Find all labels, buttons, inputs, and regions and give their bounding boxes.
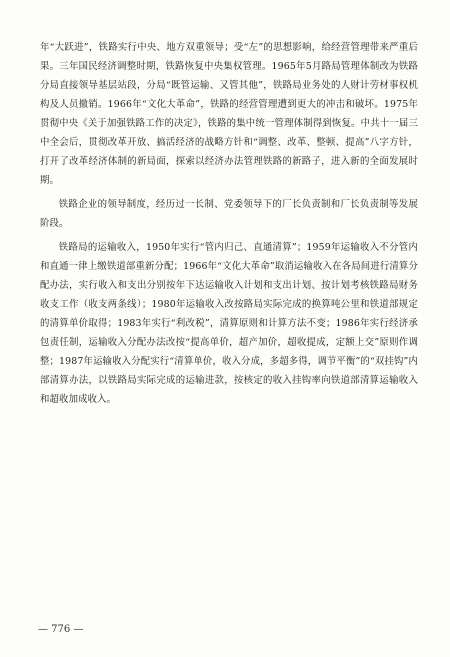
paragraph-continued: 年“大跃进”，铁路实行中央、地方双重领导；受“左”的思想影响，给经营管理带来严重后果。三年国民经济调整时期，铁路恢复中央集权管理。1965年5月路局管理体制改为铁路分局直接领导基层站段，分局“既管运输、又管其他”，铁路局业务处的人财计劳材事权机构及人员撤销。1966年“文化大革命”，铁路的经营管理遭到更大的冲击和破坏。1975年贯彻中央《关于加强铁路工作的决定》，铁路的集中统一管理体制得到恢复。中共十一届三中全会后，贯彻改革开放、搞活经济的战略方针和“调整、改革、整顿、提高”八字方针，打开了改革经济体制的新局面，探索以经济办法管理铁路的新路子，进入新的全面发展时期。 bbox=[40, 42, 418, 186]
body-text bbox=[40, 38, 418, 409]
page-number: — 776 — bbox=[38, 624, 84, 635]
paragraph-revenue: 铁路局的运输收入，1950年实行“管内归己、直通清算”；1959年运输收入不分管内和直通一律上缴铁道部重新分配；1966年“文化大革命”取消运输收入在各局间进行清算分配办法，实行收入和支出分别按年下达运输收入计划和支出计划、按计划考核铁路局财务收支工作（收支两条线）；1980年运输收入改按路局实际完成的换算吨公里和铁道部规定的清算单价取得；1983年实行“利改税”，清算原则和计算方法不变；1986年实行经济承包责任制，运输收入分配办法改按“提高单价，超产加价，超收提成，定额上交”原则作调整；1987年运输收入分配实行“清算单价，收入分成，多超多得，调节平衡”的“双挂钩”内部清算办法，以铁路局实际完成的运输进款，按核定的收入挂钩率向铁道部清算运输收入和超收加成收入。 bbox=[40, 242, 418, 405]
paragraph-leadership: 铁路企业的领导制度，经历过一长制、党委领导下的厂长负责制和厂长负责制等发展阶段。 bbox=[40, 199, 418, 229]
